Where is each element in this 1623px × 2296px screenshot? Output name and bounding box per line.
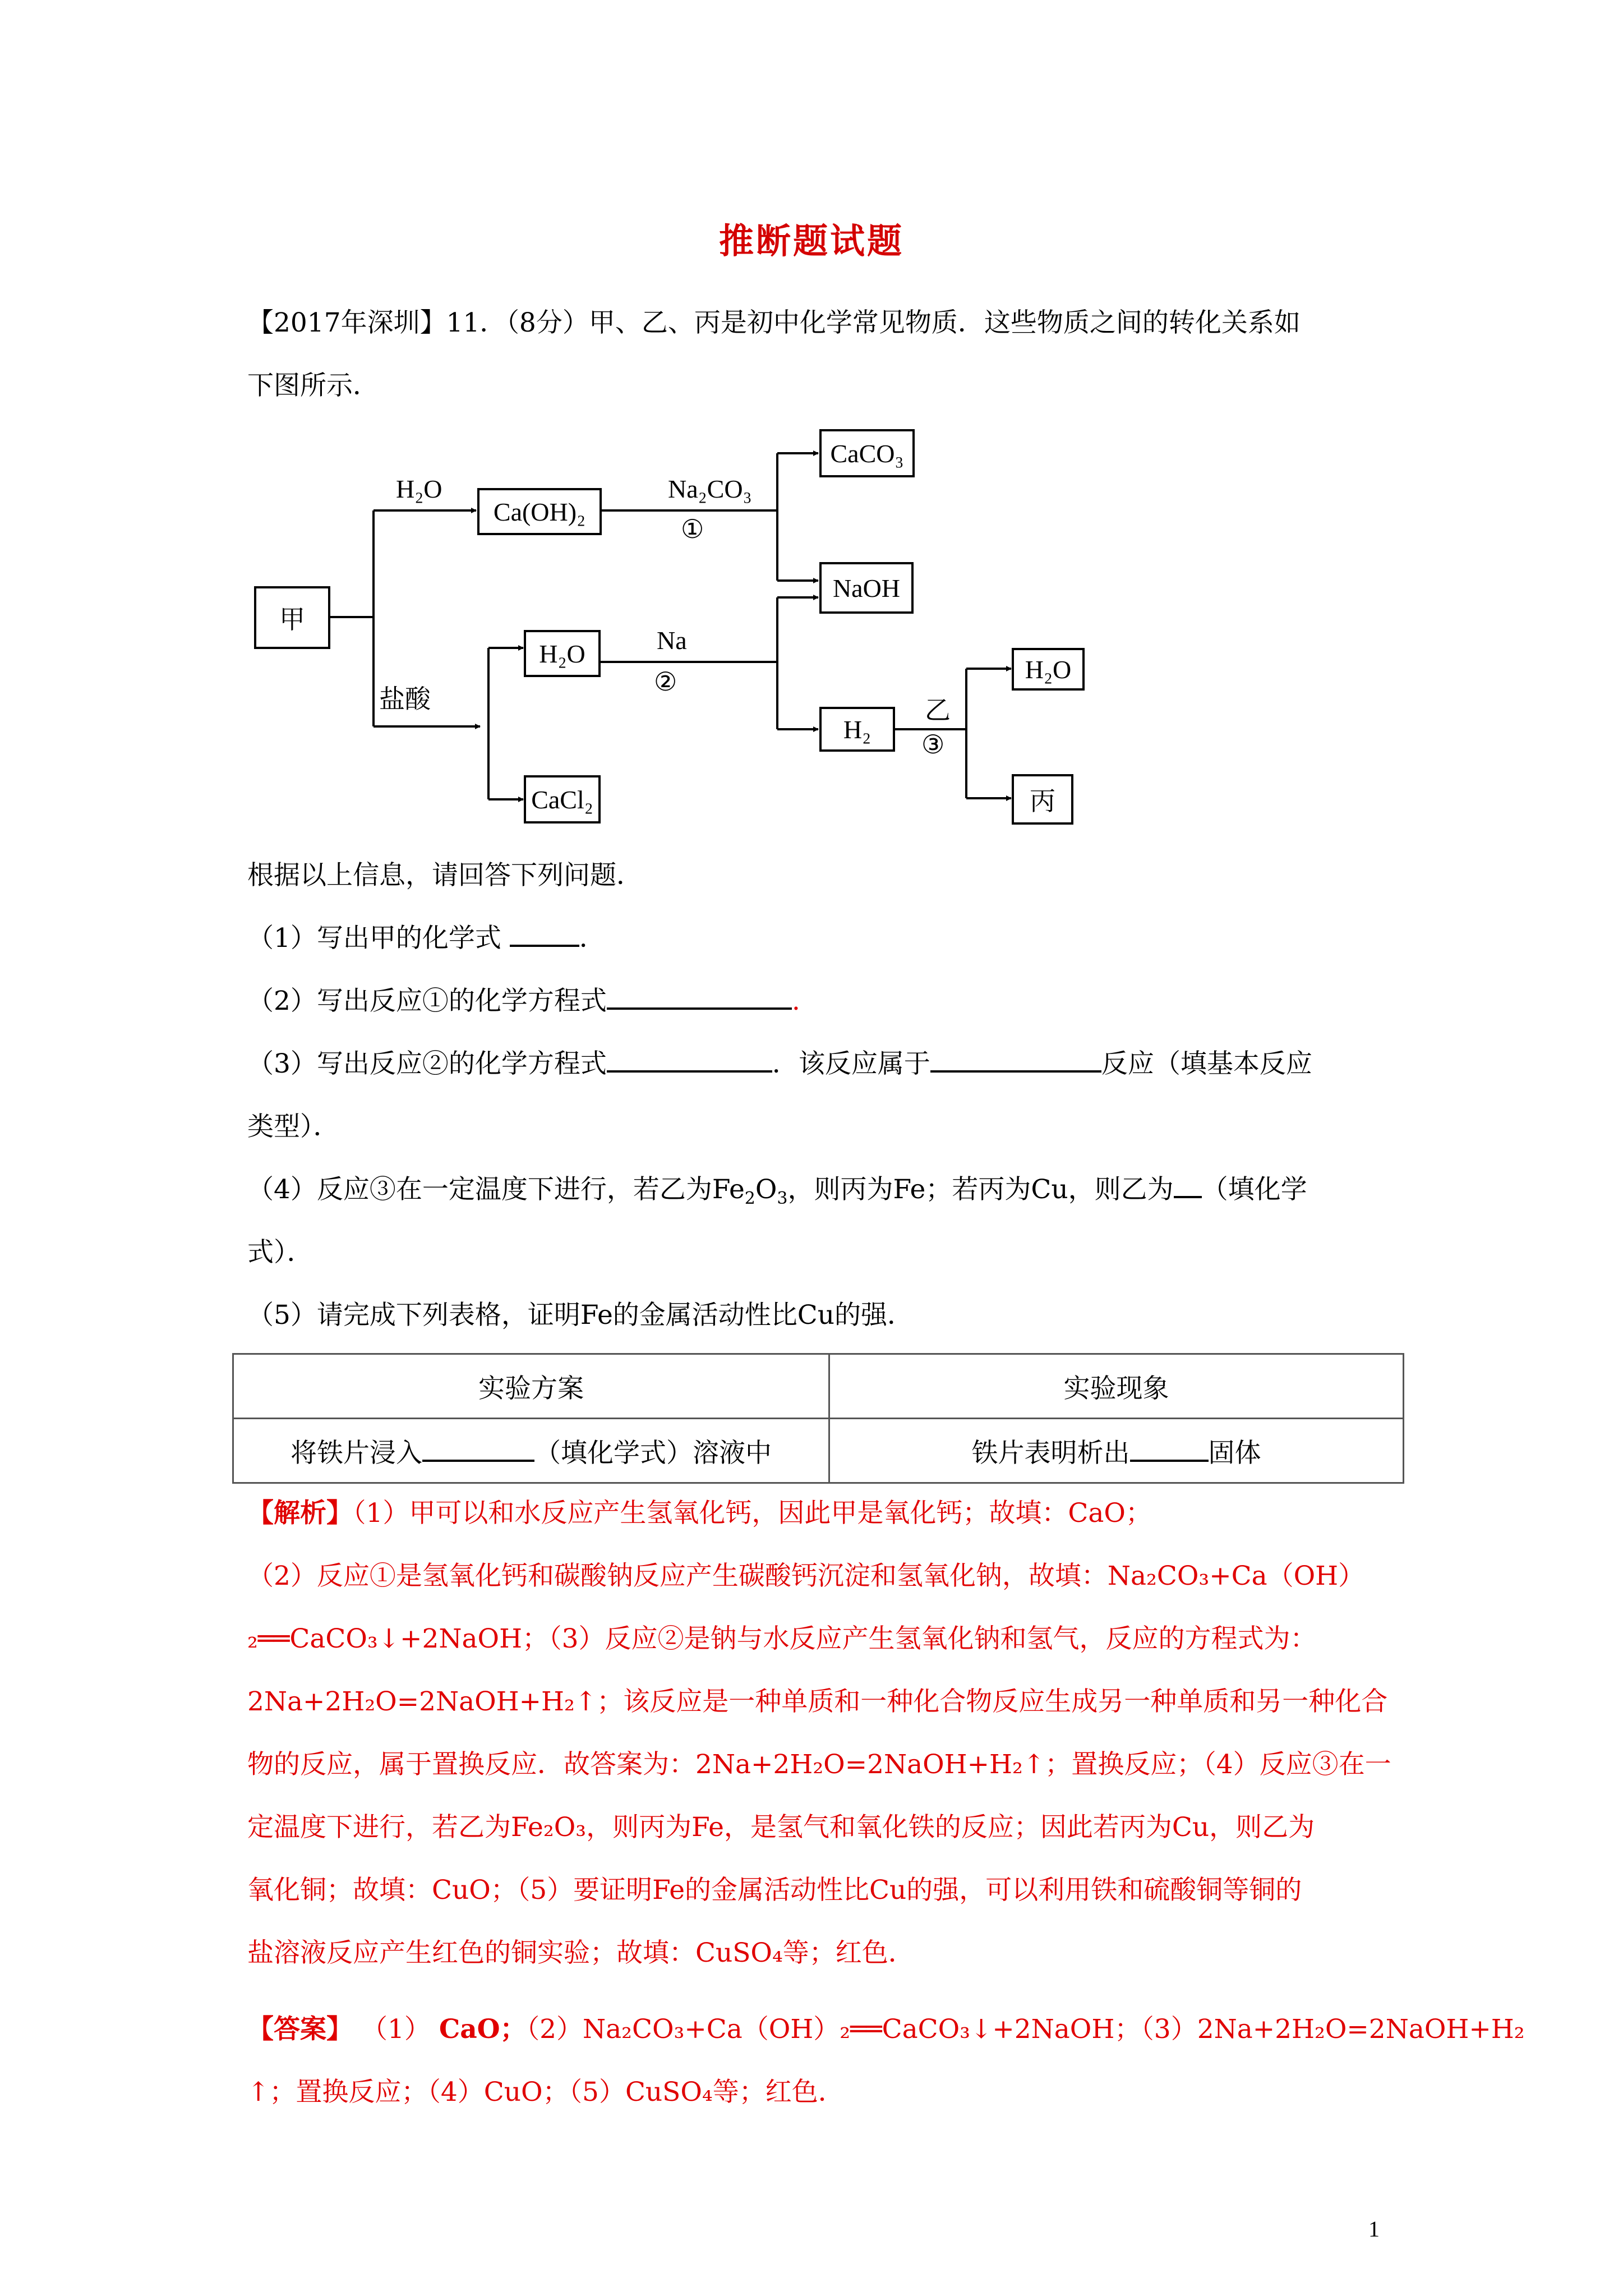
node-caoh2: Ca(OH)₂ — [477, 488, 602, 535]
node-bing: 丙 — [1012, 774, 1073, 825]
page-title: 推断题试题 — [718, 220, 904, 261]
question-points: （8分） — [506, 307, 589, 338]
prompt: 根据以上信息，请回答下列问题． — [247, 860, 643, 891]
question-4: （4）反应③在一定温度下进行，若乙为$Fe_2O_3$，则丙为Fe；若丙为Cu，则乙为 （填化学 — [247, 1158, 1391, 1230]
question-2: （2）写出反应①的化学方程式 . — [247, 970, 1391, 1033]
header-plan: 实验方案 — [233, 1354, 829, 1419]
answer-cao: CaO； — [439, 2014, 527, 2045]
question-stem — [247, 292, 1391, 355]
question-3-text: （3）写出反应②的化学方程式 — [247, 1048, 607, 1079]
question-stem-line1: 甲、乙、丙是初中化学常见物质．这些物质之间的转化关系如 — [588, 307, 1301, 338]
analysis-line-3: ₂══CaCO₃↓+2NaOH；（3）反应②是钠与水反应产生氢氧化钠和氢气，反应的方程式为： — [247, 1623, 1317, 1654]
question-4-oxygen: O — [755, 1174, 777, 1205]
analysis-line-4: 2Na+2H₂O=2NaOH+H₂↑；该反应是一种单质和一种化合物反应生成另一种单质和另一种化合 — [247, 1686, 1388, 1717]
answer-blank[interactable] — [1174, 1170, 1202, 1198]
analysis-line-2: （2）反应①是氢氧化钙和碳酸钠反应产生碳酸钙沉淀和氢氧化钠，故填：Na₂CO₃+Ca（OH） — [247, 1561, 1365, 1591]
answer-blank[interactable] — [1130, 1434, 1209, 1462]
node-jia: 甲 — [254, 586, 330, 649]
plan-text: 将铁片浸入 — [291, 1437, 422, 1469]
label-hcl: 盐酸 — [379, 684, 431, 714]
question-2-text: （2）写出反应①的化学方程式 — [247, 986, 607, 1016]
question-number: 11． — [446, 307, 506, 338]
node-caco3: CaCO₃ — [819, 429, 915, 477]
cell-plan — [233, 1419, 829, 1483]
question-1: （1）写出甲的化学式 ． — [247, 907, 1391, 970]
label-step1: ① — [681, 515, 704, 544]
node-cacl2: CaCl₂ — [524, 775, 601, 823]
label-yi: 乙 — [925, 695, 951, 725]
question-4-mid: ，则丙为Fe；若丙为Cu，则乙为 — [787, 1174, 1174, 1205]
label-step2: ② — [654, 668, 677, 696]
analysis-line-5: 物的反应，属于置换反应．故答案为：2Na+2H₂O=2NaOH+H₂↑；置换反应；（4）反应③在一 — [247, 1749, 1391, 1780]
experiment-table — [232, 1353, 1404, 1484]
answer-part-1: （1） — [361, 2014, 431, 2045]
question-3 — [247, 1033, 1391, 1096]
question-3-end: 反应（填基本反应 — [1101, 1048, 1312, 1079]
analysis-line-7: 氧化铜；故填：CuO；（5）要证明Fe的金属活动性比Cu的强，可以利用铁和硫酸铜等铜的 — [247, 1875, 1302, 1906]
analysis-tag: 【解析】 — [247, 1498, 353, 1529]
answer-line-1 — [247, 1998, 1525, 2061]
question-3-mid: ．该反应属于 — [772, 1048, 930, 1079]
question-5: （5）请完成下列表格，证明Fe的金属活动性比Cu的强． — [247, 1300, 914, 1331]
phenomenon-text: 铁片表明析出 — [971, 1437, 1130, 1469]
node-h2: H₂ — [819, 707, 895, 752]
page-number: 1 — [1368, 2216, 1380, 2242]
analysis-line-6: 定温度下进行，若乙为Fe₂O₃，则丙为Fe，是氢气和氧化铁的反应；因此若丙为Cu，则乙为 — [247, 1812, 1315, 1843]
answer-blank[interactable] — [422, 1434, 534, 1462]
question-4-end: （填化学 — [1201, 1174, 1307, 1205]
question-4-cont: 式）． — [247, 1237, 313, 1268]
node-h2o-mid: H₂O — [524, 630, 601, 677]
question-1-text: （1）写出甲的化学式 — [247, 923, 501, 954]
answer-text: （2）Na₂CO₃+Ca（OH）₂══CaCO₃↓+2NaOH；（3）2Na+2H₂O=2NaOH+H₂ — [526, 2014, 1525, 2045]
answer-blank[interactable] — [930, 1045, 1101, 1073]
analysis-line-1 — [247, 1482, 1391, 1545]
phenomenon-text-end: 固体 — [1208, 1437, 1261, 1469]
label-h2o-top: H₂O — [396, 475, 442, 503]
header-phenomenon: 实验现象 — [829, 1354, 1404, 1419]
node-h2o-final: H₂O — [1012, 648, 1085, 691]
table-row — [233, 1419, 1404, 1483]
conversion-diagram — [247, 415, 1167, 841]
node-naoh: NaOH — [819, 562, 914, 614]
answer-line-2: ↑；置换反应；（4）CuO；（5）CuSO₄等；红色． — [247, 2077, 845, 2108]
question-source: 【2017年深圳】 — [247, 307, 446, 338]
question-stem-line2: 下图所示． — [247, 370, 379, 401]
question-3-cont: 类型）． — [247, 1111, 340, 1142]
label-na: Na — [657, 626, 687, 655]
label-na2co3: Na₂CO₃ — [668, 475, 752, 503]
analysis-line-8: 盐溶液反应产生红色的铜实验；故填：CuSO₄等；红色． — [247, 1938, 915, 1968]
answer-blank[interactable] — [607, 1045, 772, 1073]
answer-blank[interactable] — [510, 919, 579, 947]
table-header-row — [233, 1354, 1404, 1419]
cell-phenomenon — [829, 1419, 1404, 1483]
question-4-text: （4）反应③在一定温度下进行，若乙为Fe — [247, 1174, 745, 1205]
label-step3: ③ — [921, 730, 945, 759]
plan-text-end: （填化学式）溶液中 — [534, 1437, 772, 1469]
analysis-text: （1）甲可以和水反应产生氢氧化钙，因此甲是氧化钙；故填：CaO； — [353, 1498, 1152, 1529]
answer-tag: 【答案】 — [247, 2014, 353, 2045]
answer-blank[interactable] — [607, 982, 792, 1010]
